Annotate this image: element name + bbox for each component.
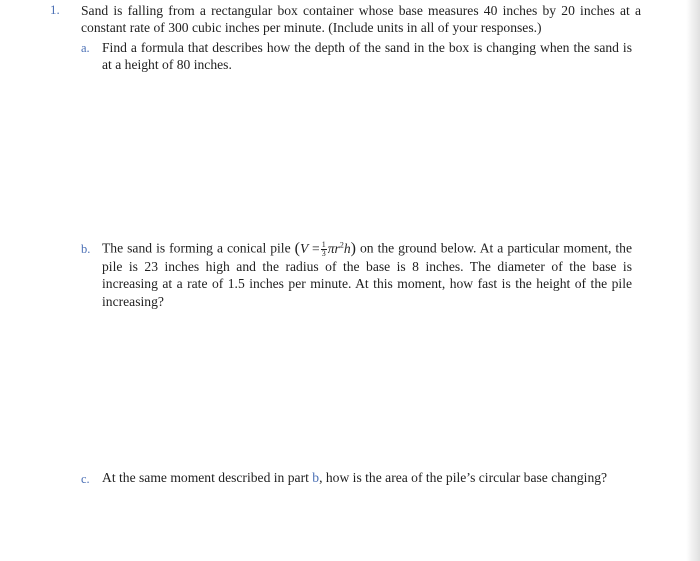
part-b-question: [102, 236, 632, 310]
formula-r: r: [334, 240, 340, 256]
formula-exponent: 2: [339, 240, 344, 249]
part-b-reference: b: [312, 470, 320, 485]
part-c-letter: c.: [81, 472, 90, 486]
cone-volume-formula: (V = $\frac{1}{3}$ $\pi r^2h$): [294, 239, 356, 258]
formula-fraction: [321, 241, 327, 258]
part-b-letter: b.: [81, 242, 91, 256]
formula-equals: =: [312, 240, 320, 256]
page-edge-shadow: [686, 0, 700, 561]
formula-h: h: [343, 240, 351, 256]
formula-pi: π: [327, 240, 335, 256]
fraction-denominator: 3: [321, 248, 326, 258]
part-b-text-after: on the ground below. At a particular moment, the pile is 23 inches high and the radius of the base is 8 inches. The diameter of the base is increasing at a rate of 1.5 inches per minute. At this moment, how fast is the height of the pile increasing?: [102, 240, 632, 309]
part-a-letter: a.: [81, 41, 90, 55]
part-a-question: Find a formula that describes how the depth of the sand in the box is changing when the sand is at a height of 80 inches.: [102, 40, 632, 72]
part-c-question: [102, 470, 632, 487]
problem-number: 1.: [50, 2, 60, 17]
problem-statement: Sand is falling from a rectangular box container whose base measures 40 inches by 20 inches at a constant rate of 300 cubic inches per minute. (Include units in all of your responses.): [81, 3, 641, 35]
part-c-text-after: , how is the area of the pile’s circular base changing?: [319, 470, 608, 485]
fraction-numerator: 1: [321, 239, 326, 249]
part-c-text-before: At the same moment described in part: [102, 470, 309, 485]
formula-lhs: V: [299, 240, 309, 256]
part-b-text-before: The sand is forming a conical pile: [102, 240, 291, 256]
